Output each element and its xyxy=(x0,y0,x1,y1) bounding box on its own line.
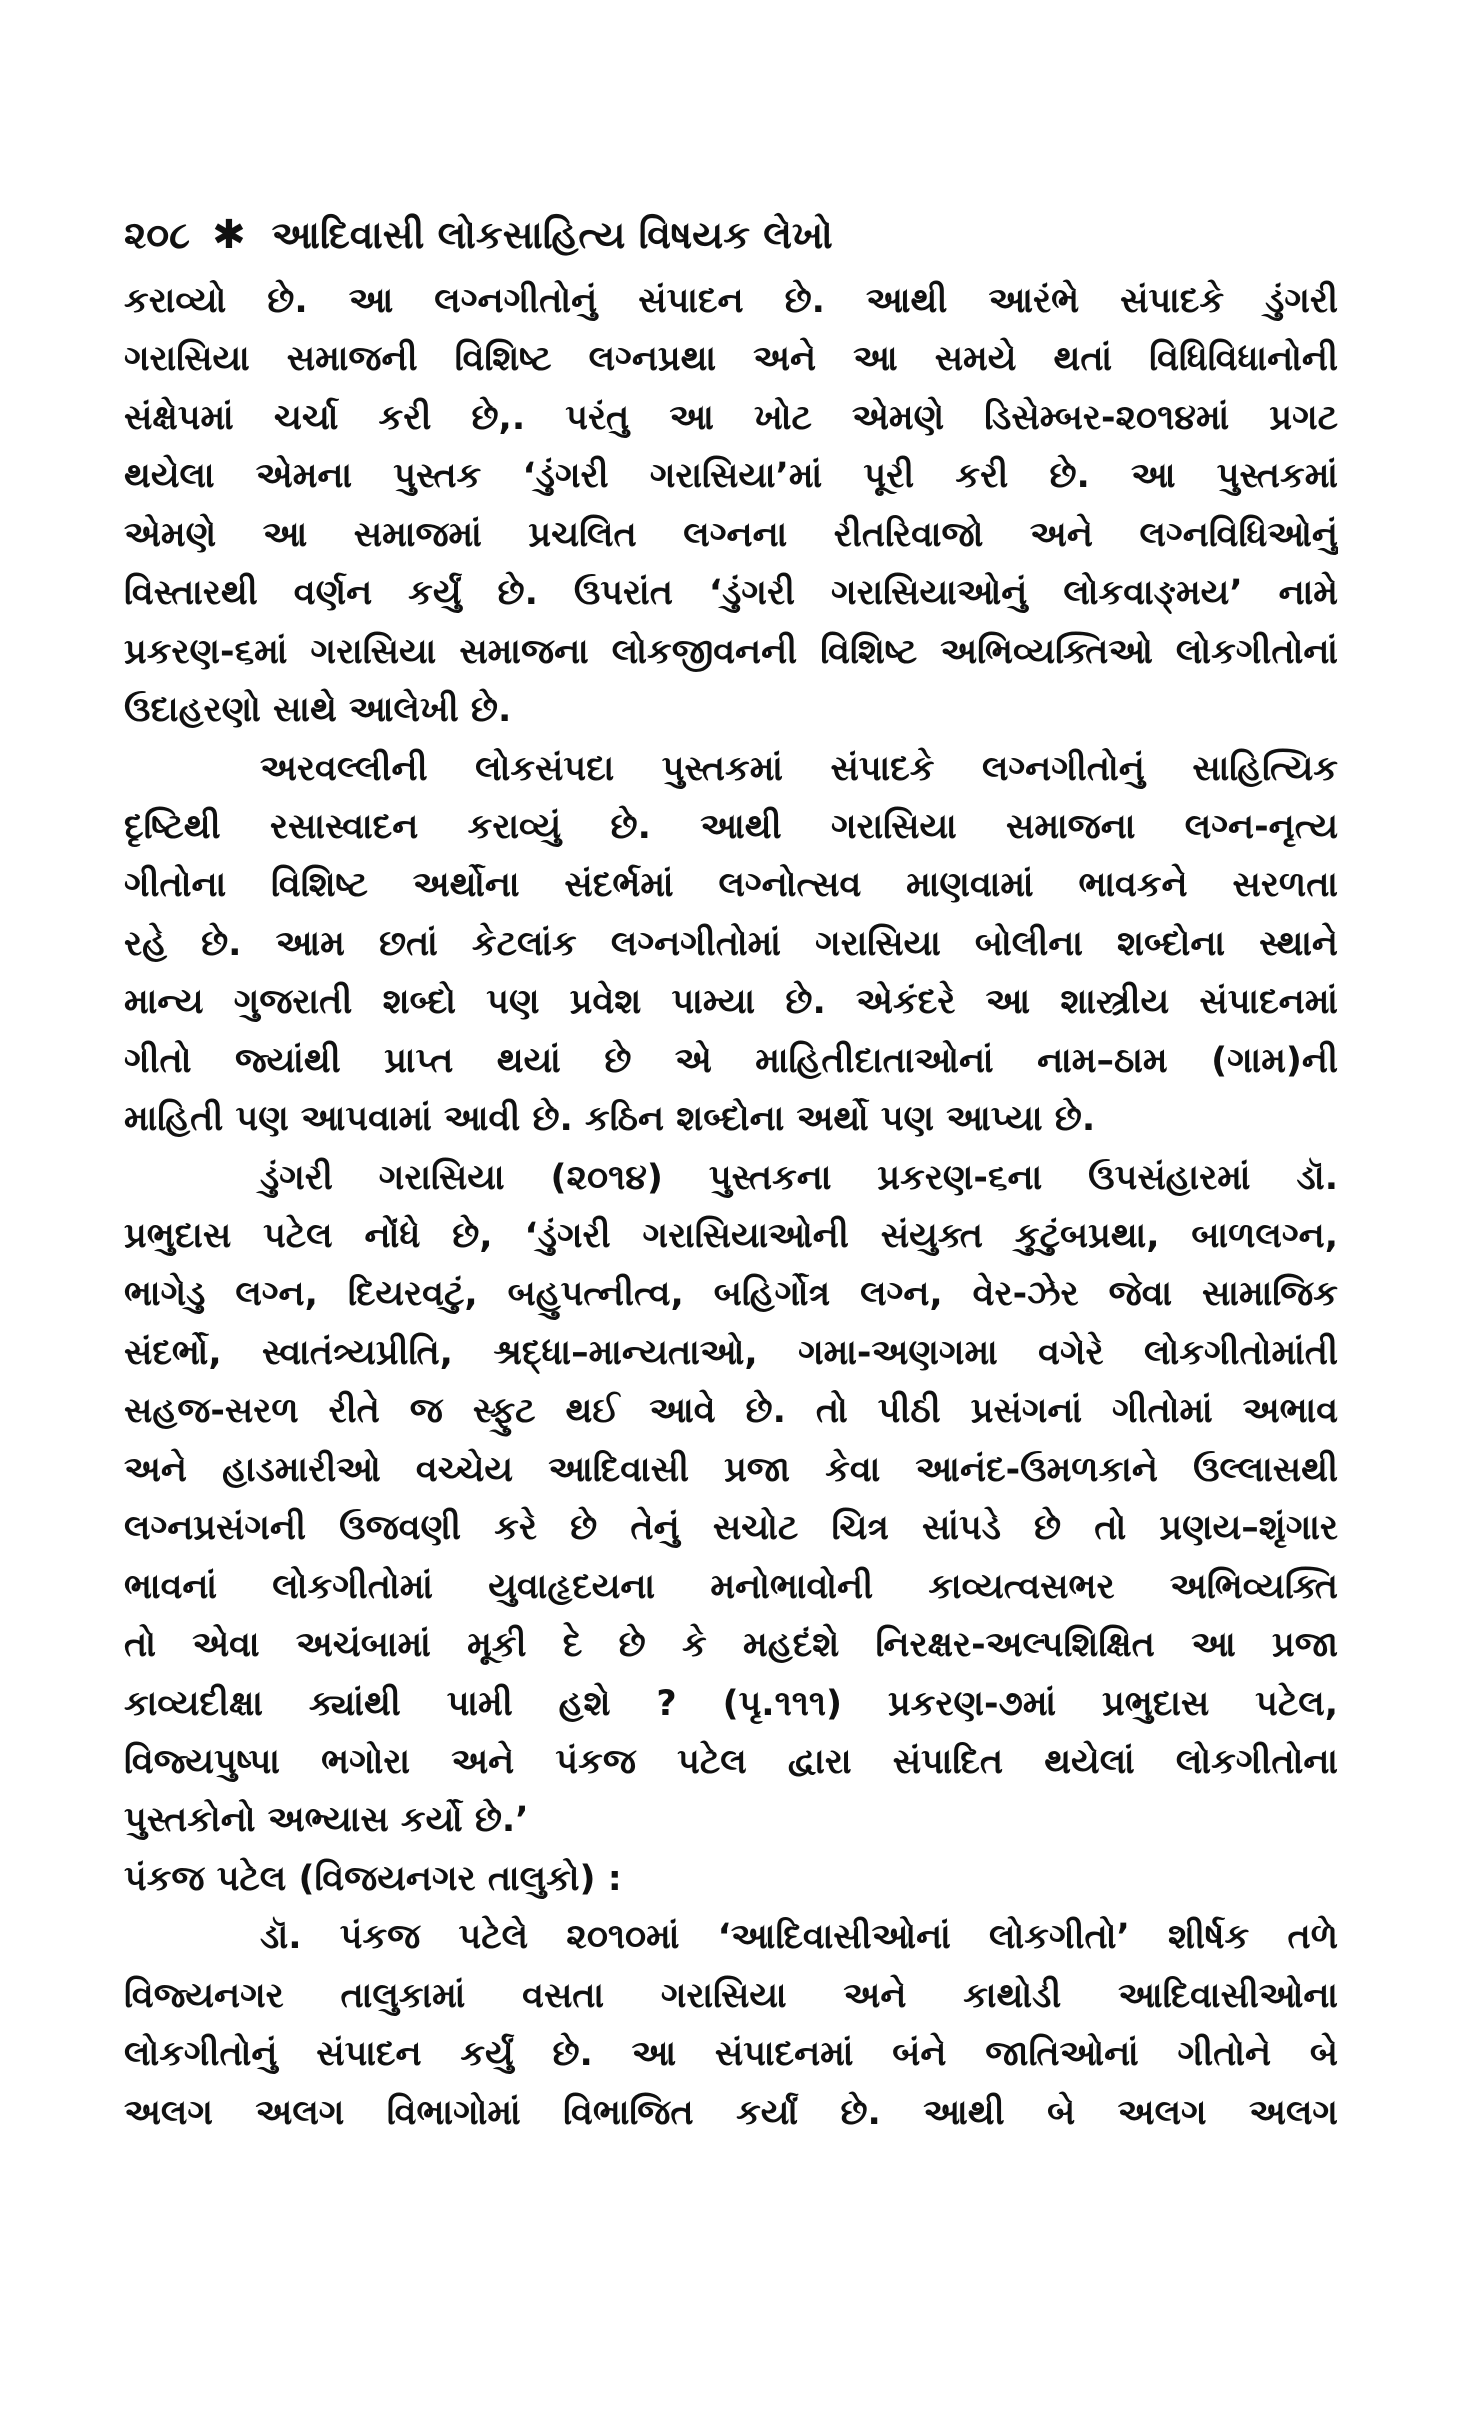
text-line: કાવ્યદીક્ષા ક્યાંથી પામી હશે ? (પૃ.૧૧૧) પ્રકરણ-૭માં પ્રભુદાસ પટેલ, xyxy=(124,1683,1338,1724)
text-line: ભાવનાં લોકગીતોમાં યુવાહૃદયના મનોભાવોની કાવ્યત્વસભર અભિવ્યક્તિ xyxy=(124,1566,1338,1607)
text-line: તો એવા અચંબામાં મૂકી દે છે કે મહદંશે નિરક્ષર-અલ્પશિક્ષિત આ પ્રજા xyxy=(124,1625,1338,1666)
text-line: પ્રભુદાસ પટેલ નોંધે છે, ‘ડુંગરી ગરાસિયાઓની સંયુક્ત કુટુંબપ્રથા, બાળલગ્ન, xyxy=(124,1216,1338,1256)
text-line: પ્રકરણ-૬માં ગરાસિયા સમાજના લોકજીવનની વિશિષ્ટ અભિવ્યક્તિઓ લોકગીતોનાં xyxy=(124,631,1338,672)
text-line: થયેલા એમના પુસ્તક ‘ડુંગરી ગરાસિયા’માં પૂરી કરી છે. આ પુસ્તકમાં xyxy=(124,456,1338,497)
text-line: અને હાડમારીઓ વચ્ચેય આદિવાસી પ્રજા કેવા આનંદ-ઉમળકાને ઉલ્લાસથી xyxy=(124,1449,1338,1490)
text-line: ડૉ. પંકજ પટેલે ૨૦૧૦માં ‘આદિવાસીઓનાં લોકગીતો’ શીર્ષક તળે xyxy=(260,1917,1338,1958)
section-heading: પંકજ પટેલ (વિજયનગર તાલુકો) : xyxy=(124,1858,622,1899)
text-line: ગીતો જ્યાંથી પ્રાપ્ત થયાં છે એ માહિતીદાતાઓનાં નામ–ઠામ (ગામ)ની xyxy=(124,1040,1338,1081)
text-line: કરાવ્યો છે. આ લગ્નગીતોનું સંપાદન છે. આથી આરંભે સંપાદકે ડુંગરી xyxy=(124,281,1338,321)
text-line: ગરાસિયા સમાજની વિશિષ્ટ લગ્નપ્રથા અને આ સમયે થતાં વિધિવિધાનોની xyxy=(124,339,1338,380)
text-line: સંક્ષેપમાં ચર્ચા કરી છે,. પરંતુ આ ખોટ એમણે ડિસેમ્બર-૨૦૧૪માં પ્રગટ xyxy=(124,397,1338,438)
text-line: ડુંગરી ગરાસિયા (૨૦૧૪) પુસ્તકના પ્રકરણ-૬ના ઉપસંહારમાં ડૉ. xyxy=(260,1157,1338,1198)
text-line: પુસ્તકોનો અભ્યાસ કર્યો છે.’ xyxy=(124,1800,529,1841)
text-line: વિસ્તારથી વર્ણન કર્યું છે. ઉપરાંત ‘ડુંગરી ગરાસિયાઓનું લોકવાઙ્મય’ નામે xyxy=(124,573,1338,614)
running-header xyxy=(124,204,1344,266)
body-text xyxy=(124,272,1338,2142)
separator-star-icon: ✱ xyxy=(212,212,246,258)
text-line: અલગ અલગ વિભાગોમાં વિભાજિત કર્યાં છે. આથી બે અલગ અલગ xyxy=(124,2092,1338,2133)
text-line: વિજ્યપુષ્પા ભગોરા અને પંકજ પટેલ દ્વારા સંપાદિત થયેલાં લોકગીતોના xyxy=(124,1741,1338,1782)
text-line: વિજ્યનગર તાલુકામાં વસતા ગરાસિયા અને કાથોડી આદિવાસીઓના xyxy=(124,1975,1338,2016)
running-title: આદિવાસી લોકસાહિત્ય વિષયક લેખો xyxy=(271,213,833,257)
text-line: સહજ-સરળ રીતે જ સ્ફુટ થઈ આવે છે. તો પીઠી પ્રસંગનાં ગીતોમાં અભાવ xyxy=(124,1391,1338,1432)
text-line: માન્ય ગુજરાતી શબ્દો પણ પ્રવેશ પામ્યા છે. એકંદરે આ શાસ્ત્રીય સંપાદનમાં xyxy=(124,982,1338,1023)
text-line: એમણે આ સમાજમાં પ્રચલિત લગ્નના રીતરિવાજો અને લગ્નવિધિઓનું xyxy=(124,514,1338,555)
text-line: ગીતોના વિશિષ્ટ અર્થોના સંદર્ભમાં લગ્નોત્સવ માણવામાં ભાવકને સરળતા xyxy=(124,865,1338,906)
text-line: દૃષ્ટિથી રસાસ્વાદન કરાવ્યું છે. આથી ગરાસિયા સમાજના લગ્ન-નૃત્ય xyxy=(124,806,1338,847)
text-line: ઉદાહરણો સાથે આલેખી છે. xyxy=(124,690,512,731)
text-line: લોકગીતોનું સંપાદન કર્યું છે. આ સંપાદનમાં બંને જાતિઓનાં ગીતોને બે xyxy=(124,2034,1338,2075)
text-line: સંદર્ભો, સ્વાતંત્ર્યપ્રીતિ, શ્રદ્ધા–માન્યતાઓ, ગમા-અણગમા વગેરે લોકગીતોમાંતી xyxy=(124,1332,1338,1373)
text-line: ભાગેડુ લગ્ન, દિયરવટું, બહુપત્નીત્વ, બહિર્ગોત્ર લગ્ન, વેર-ઝેર જેવા સામાજિક xyxy=(124,1274,1338,1315)
text-line: રહે છે. આમ છતાં કેટલાંક લગ્નગીતોમાં ગરાસિયા બોલીના શબ્દોના સ્થાને xyxy=(124,923,1338,964)
page-number: ૨૦૮ xyxy=(124,213,191,257)
text-line: માહિતી પણ આપવામાં આવી છે. કઠિન શબ્દોના અર્થો પણ આપ્યા છે. xyxy=(124,1099,1096,1140)
text-line: અરવલ્લીની લોકસંપદા પુસ્તકમાં સંપાદકે લગ્નગીતોનું સાહિત્યિક xyxy=(260,748,1338,789)
text-line: લગ્નપ્રસંગની ઉજવણી કરે છે તેનું સચોટ ચિત્ર સાંપડે છે તો પ્રણય–શૃંગાર xyxy=(124,1508,1338,1549)
